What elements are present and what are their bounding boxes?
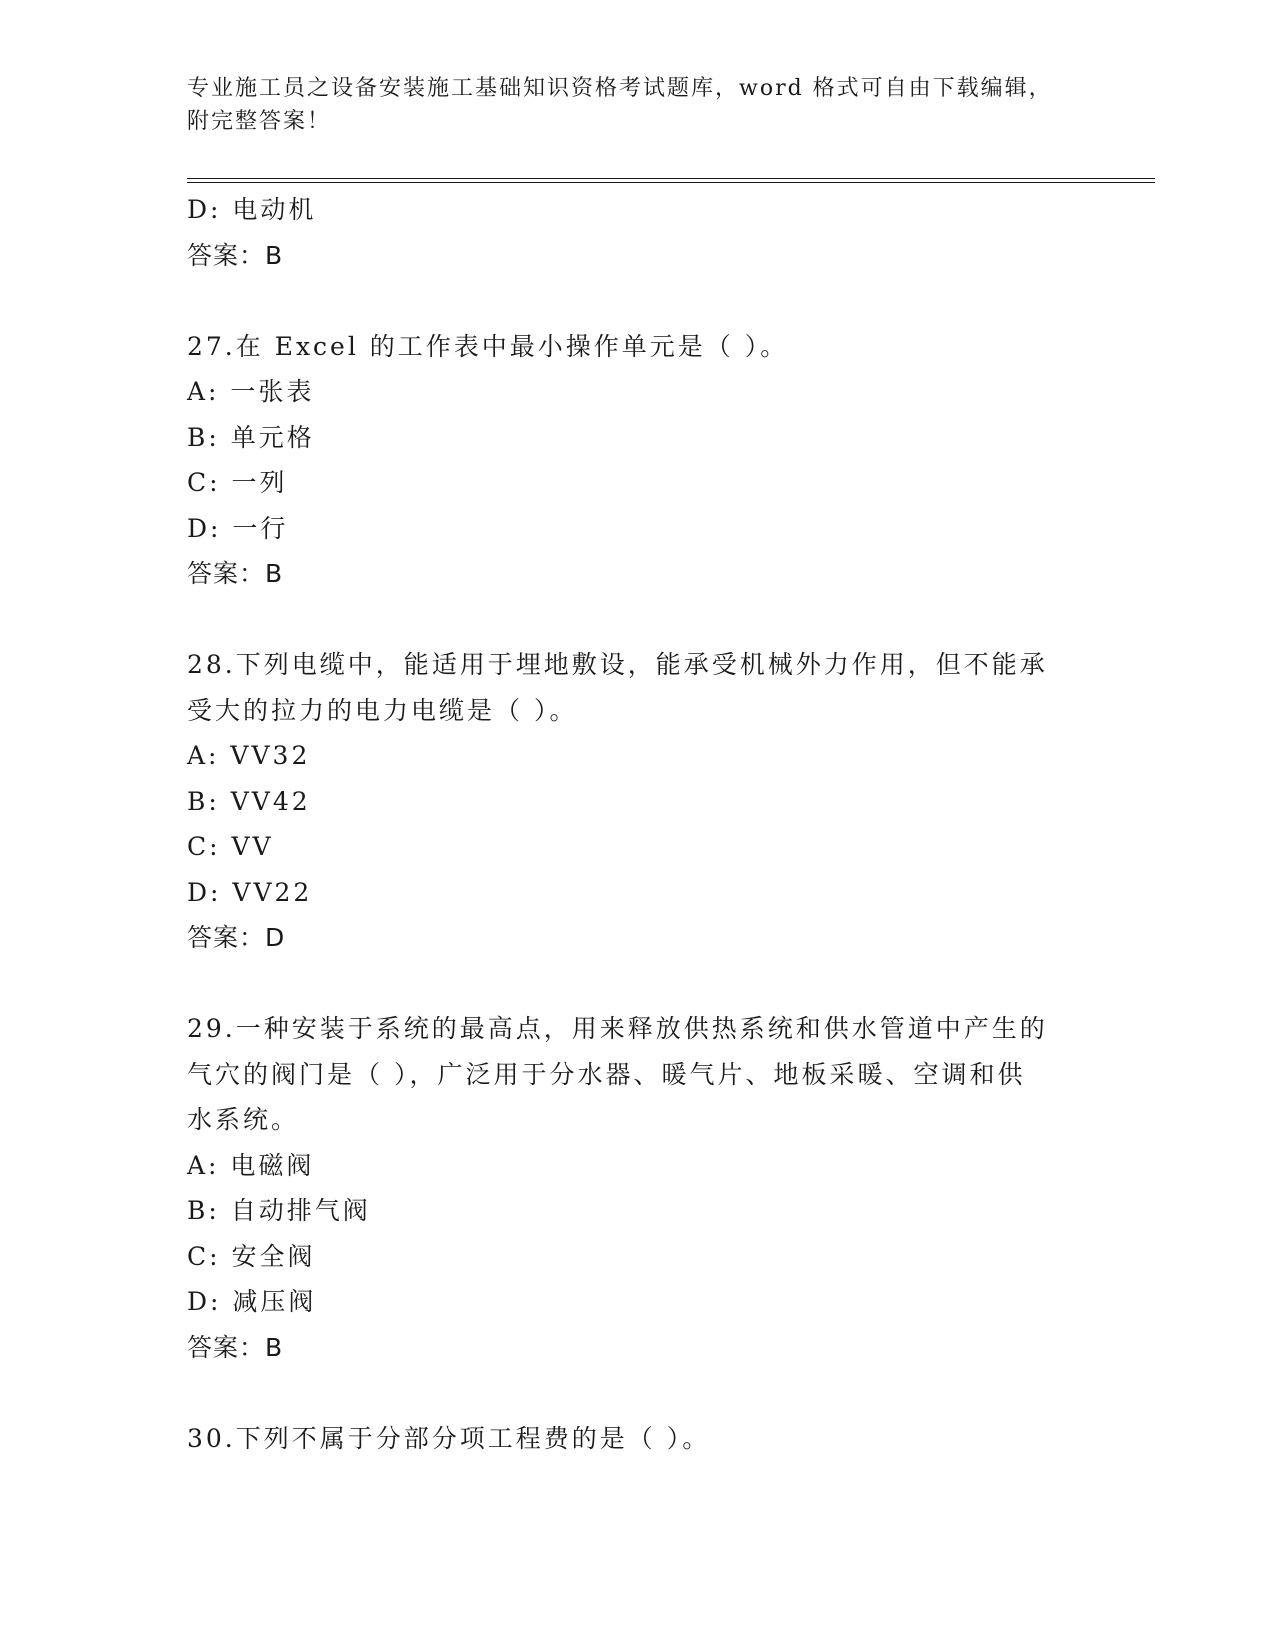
header-line-2: 附完整答案！ — [187, 109, 332, 134]
spacer — [187, 961, 1087, 1007]
carryover-option-d: D: 电动机 — [187, 195, 317, 224]
option-c: C: 安全阀 — [187, 1241, 316, 1271]
carryover-answer: 答案：B — [187, 240, 284, 270]
option-d: D: VV22 — [187, 877, 313, 907]
spacer — [187, 278, 1087, 324]
answer: 答案：B — [187, 1332, 284, 1362]
option-b: B: 自动排气阀 — [187, 1196, 371, 1225]
option-a: A: 一张表 — [187, 377, 315, 406]
question-content — [187, 187, 1087, 1461]
answer: 答案：B — [187, 559, 284, 588]
document-header — [187, 72, 1087, 138]
question-stem: 28.下列电缆中，能适用于埋地敷设，能承受机械外力作用，但不能承 — [187, 650, 1048, 679]
option-b: B: 单元格 — [187, 422, 315, 452]
header-divider-top — [187, 178, 1155, 179]
question-stem: 29.一种安装于系统的最高点，用来释放供热系统和供水管道中产生的 — [187, 1014, 1048, 1043]
spacer — [187, 1370, 1087, 1416]
header-line-1: 专业施工员之设备安装施工基础知识资格考试题库，word 格式可自由下载编辑， — [187, 76, 1053, 101]
question-stem-continued: 水系统。 — [187, 1105, 300, 1134]
option-a: A: VV32 — [187, 741, 311, 770]
question-30 — [187, 1416, 1087, 1462]
option-d: D: 减压阀 — [187, 1287, 317, 1316]
question-stem-continued: 受大的拉力的电力电缆是（ ）。 — [187, 695, 578, 725]
answer: 答案：D — [187, 923, 286, 952]
spacer — [187, 597, 1087, 643]
option-c: C: VV — [187, 832, 274, 861]
header-divider-bottom — [187, 182, 1155, 183]
question-stem-continued: 气穴的阀门是（ ），广泛用于分水器、暖气片、地板采暖、空调和供 — [187, 1059, 1026, 1089]
option-b: B: VV42 — [187, 786, 311, 816]
question-29 — [187, 1006, 1087, 1370]
question-stem: 30.下列不属于分部分项工程费的是（ ）。 — [187, 1423, 711, 1453]
question-stem: 27.在 Excel 的工作表中最小操作单元是（ ）。 — [187, 331, 789, 361]
option-d: D: 一行 — [187, 513, 289, 543]
question-28 — [187, 642, 1087, 961]
option-c: C: 一列 — [187, 468, 288, 497]
question-27 — [187, 324, 1087, 597]
option-a: A: 电磁阀 — [187, 1150, 315, 1180]
